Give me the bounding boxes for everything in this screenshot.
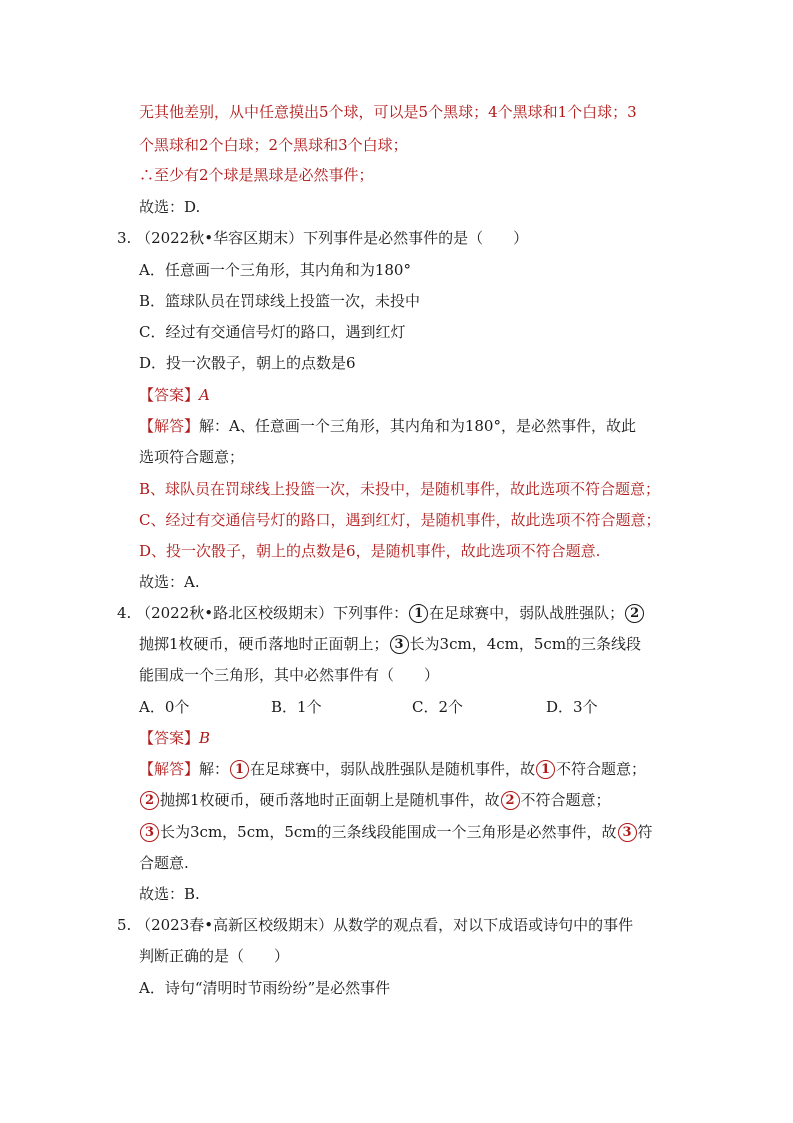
solution-line: 无其他差别，从中任意摸出5个球，可以是5个黑球；4个黑球和1个白球；3 — [139, 103, 637, 121]
analysis-line: B、球队员在罚球线上投篮一次，未投中，是随机事件，故此选项不符合题意； — [139, 480, 661, 498]
option-b: B．1个 — [271, 698, 322, 716]
choose-line: 故选：A. — [139, 573, 200, 591]
circled-number-3: 3 — [140, 823, 159, 842]
option-c: C．2个 — [412, 698, 464, 716]
question-text: （2022秋•华容区期末）下列事件是必然事件的是（ ） — [136, 229, 529, 247]
circled-number-1: 1 — [409, 604, 428, 623]
circled-number-2: 2 — [140, 791, 159, 810]
question-4-stem — [117, 603, 645, 623]
options-row — [139, 697, 598, 717]
question-text-line — [139, 634, 641, 654]
answer-label: 【答案】 — [139, 729, 200, 747]
circled-number-1: 1 — [536, 760, 555, 779]
option-a: A．任意画一个三角形，其内角和为180° — [139, 261, 411, 279]
analysis-text: 不符合题意； — [556, 760, 647, 778]
question-3-stem — [117, 228, 528, 248]
question-text-line: 能围成一个三角形，其中必然事件有（ ） — [139, 666, 440, 684]
analysis-label: 【解答】 — [139, 760, 200, 778]
option-d: D．投一次骰子，朝上的点数是6 — [139, 354, 356, 372]
choose-line: 故选：B. — [139, 885, 200, 903]
solution-line: 个黑球和2个白球；2个黑球和3个白球； — [139, 136, 408, 154]
option-a: A．0个 — [139, 698, 190, 716]
analysis-text: 解： — [199, 760, 230, 778]
analysis-text: 解：A、任意画一个三角形，其内角和为180°，是必然事件，故此 — [199, 417, 636, 435]
question-5-stem — [117, 915, 633, 935]
circled-number-2: 2 — [501, 791, 520, 810]
answer-value: A — [199, 386, 210, 404]
question-number: 5. — [117, 916, 132, 934]
option-d: D．3个 — [546, 698, 598, 716]
analysis-text: 抛掷1枚硬币，硬币落地时正面朝上是随机事件，故 — [160, 791, 500, 809]
analysis-line: 合题意. — [139, 854, 189, 872]
solution-line: ∴至少有2个球是黑球是必然事件； — [139, 166, 374, 184]
analysis-line — [139, 790, 611, 810]
question-text: （2022秋•路北区校级期末）下列事件： — [136, 604, 409, 622]
analysis-line — [139, 822, 653, 842]
analysis-text: 符 — [637, 823, 653, 841]
question-text: （2023春•高新区校级期末）从数学的观点看，对以下成语或诗句中的事件 — [136, 916, 634, 934]
answer-label: 【答案】 — [139, 386, 200, 404]
question-number: 3. — [117, 229, 132, 247]
choose-line: 故选：D. — [139, 198, 201, 216]
analysis-label: 【解答】 — [139, 417, 200, 435]
question-number: 4. — [117, 604, 132, 622]
analysis-text: 不符合题意； — [520, 791, 611, 809]
analysis-line — [139, 759, 646, 779]
analysis-line: D、投一次骰子，朝上的点数是6，是随机事件，故此选项不符合题意. — [139, 542, 601, 560]
answer-line — [139, 385, 210, 405]
question-text-line: 判断正确的是（ ） — [139, 947, 290, 965]
circled-number-3: 3 — [618, 823, 637, 842]
question-text: 在足球赛中，弱队战胜强队； — [429, 604, 625, 622]
option-a: A．诗句“清明时节雨纷纷”是必然事件 — [139, 979, 391, 997]
circled-number-3: 3 — [390, 635, 409, 654]
analysis-text: 长为3cm，5cm，5cm的三条线段能围成一个三角形是必然事件，故 — [160, 823, 617, 841]
option-c: C．经过有交通信号灯的路口，遇到红灯 — [139, 323, 406, 341]
analysis-line: C、经过有交通信号灯的路口，遇到红灯，是随机事件，故此选项不符合题意； — [139, 511, 661, 529]
circled-number-1: 1 — [230, 760, 249, 779]
analysis-text: 在足球赛中，弱队战胜强队是随机事件，故 — [250, 760, 536, 778]
option-b: B．篮球队员在罚球线上投篮一次，未投中 — [139, 292, 421, 310]
question-text: 长为3cm，4cm，5cm的三条线段 — [409, 635, 642, 653]
analysis-line: 选项符合题意； — [139, 448, 245, 466]
analysis-line — [139, 416, 636, 436]
circled-number-2: 2 — [625, 604, 644, 623]
answer-value: B — [199, 729, 211, 747]
question-text: 抛掷1枚硬币，硬币落地时正面朝上； — [139, 635, 389, 653]
answer-line — [139, 728, 210, 748]
